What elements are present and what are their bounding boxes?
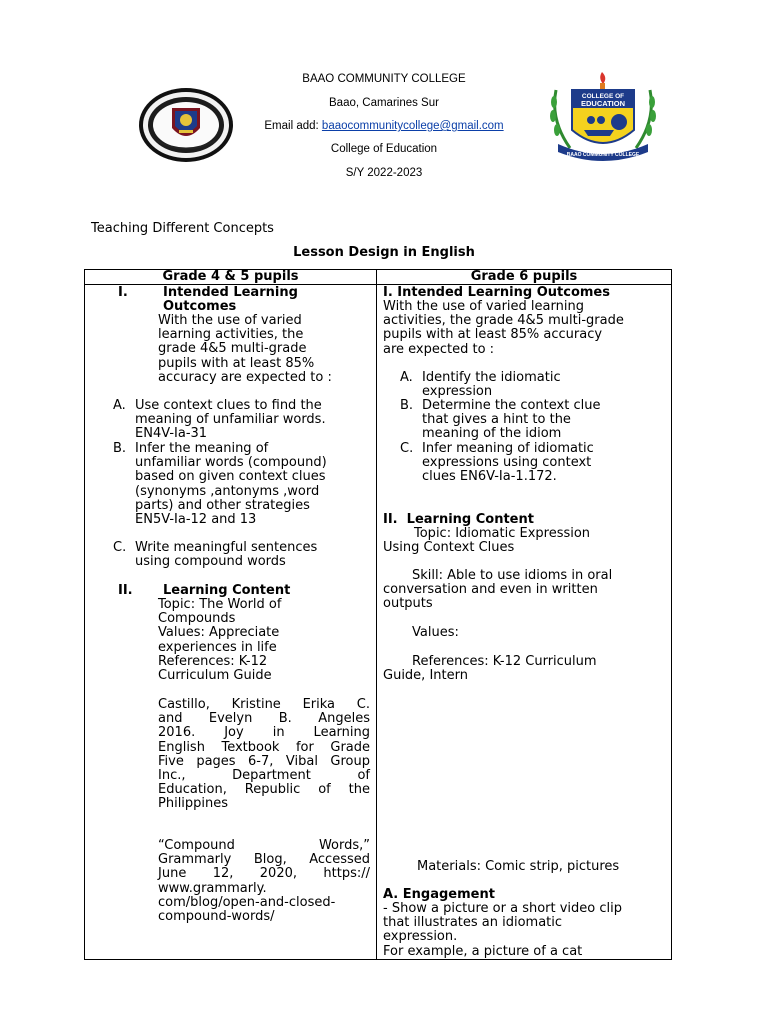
text-line: unfamiliar words (compound): [135, 455, 327, 471]
text-line: expression: [422, 384, 493, 400]
section-title: Teaching Different Concepts: [91, 221, 274, 236]
right-intro: [383, 300, 624, 357]
text-line: www.grammarly.: [158, 880, 267, 896]
text-line: that illustrates an idiomatic: [383, 915, 563, 931]
text-line: Infer meaning of idiomatic: [422, 441, 594, 456]
right-references: [383, 655, 597, 683]
text-line: Castillo, Kristine Erika C.: [158, 697, 370, 712]
objective-label: B.: [113, 441, 127, 456]
right-objective-a: [400, 371, 561, 399]
text-line: Use context clues to find the: [135, 398, 322, 413]
left-outcomes-number: I.: [118, 285, 128, 300]
text-line: are expected to :: [383, 341, 495, 357]
right-engagement: [383, 902, 622, 959]
text-line: that gives a hint to the: [422, 412, 571, 428]
left-content-lines: [158, 598, 281, 683]
text-line: With the use of varied learning: [383, 299, 584, 314]
text-line: With the use of varied: [158, 313, 302, 328]
objective-label: C.: [400, 441, 414, 456]
text-line: Skill: Able to use idioms in oral: [412, 568, 613, 583]
text-line: activities, the grade 4&5 multi-grade: [383, 313, 624, 329]
text-line: Education, Republic of the: [158, 782, 370, 798]
text-line: References: K-12 Curriculum: [412, 654, 597, 669]
left-reference-blog: [158, 839, 370, 924]
text-line: Topic: The World of: [158, 597, 282, 612]
text-line: based on given context clues: [135, 469, 326, 485]
text-line: learning activities, the: [158, 327, 304, 343]
email-line: [200, 120, 568, 132]
right-topic: [383, 527, 590, 555]
school-year: S/Y 2022-2023: [345, 167, 423, 179]
text-line: Topic: Idiomatic Expression: [414, 526, 591, 541]
text-line: For example, a picture of a cat: [383, 943, 583, 959]
text-line: Curriculum Guide: [158, 668, 272, 684]
text-line: expression.: [383, 929, 458, 945]
text-line: Grammarly Blog, Accessed: [158, 852, 370, 868]
text-line: Five pages 6-7, Vibal Group: [158, 753, 370, 769]
text-line: compound-words/: [158, 909, 275, 925]
text-line: EN4V-Ia-31: [135, 426, 208, 442]
text-line: June 12, 2020, https://: [158, 866, 370, 882]
objective-label: B.: [400, 398, 414, 413]
left-reference-book: [158, 698, 370, 812]
text-line: pupils with at least 85% accuracy: [383, 327, 603, 343]
left-outcomes-title-1: Intended Learning: [163, 285, 298, 300]
text-line: and Evelyn B. Angeles: [158, 711, 370, 727]
objective-label: C.: [113, 540, 127, 555]
text-line: parts) and other strategies: [135, 497, 310, 513]
document-title: Lesson Design in English: [293, 245, 475, 260]
text-line: pupils with at least 85%: [158, 355, 315, 371]
text-line: expressions using context: [422, 455, 592, 471]
logo-main-text: EDUCATION: [580, 99, 626, 108]
right-engagement-heading: A. Engagement: [383, 887, 495, 902]
right-content-heading: II. Learning Content: [383, 512, 534, 527]
text-line: outputs: [383, 596, 433, 612]
text-line: Guide, Intern: [383, 668, 468, 684]
right-objective-b: [400, 399, 600, 442]
college-seal-logo: [137, 86, 235, 164]
grade-6-header: Grade 6 pupils: [377, 270, 672, 285]
text-line: 2016. Joy in Learning: [158, 725, 370, 741]
right-outcomes-heading: I. Intended Learning Outcomes: [383, 285, 610, 300]
text-line: meaning of the idiom: [422, 426, 562, 442]
left-outcomes-title-2: Outcomes: [163, 299, 237, 314]
text-line: Infer the meaning of: [135, 441, 269, 456]
text-line: Inc., Department of: [158, 768, 370, 784]
table-body-row: [85, 285, 672, 960]
left-content-title: Learning Content: [163, 583, 291, 598]
text-line: Compounds: [158, 611, 236, 627]
grade-6-cell: [377, 285, 672, 960]
objective-label: A.: [113, 398, 126, 413]
left-objective-a: [113, 399, 326, 442]
department-name: College of Education: [330, 143, 438, 155]
left-objective-c: [113, 541, 317, 569]
text-line: Philippines: [158, 796, 229, 812]
text-line: accuracy are expected to :: [158, 369, 332, 385]
text-line: - Show a picture or a short video clip: [383, 901, 623, 916]
college-address: Baao, Camarines Sur: [329, 97, 439, 109]
grade-4-5-cell: [85, 285, 377, 960]
table-header-row: [85, 270, 672, 285]
grade-4-5-header: Grade 4 & 5 pupils: [85, 270, 377, 285]
text-line: Identify the idiomatic: [422, 370, 561, 385]
text-line: EN5V-Ia-12 and 13: [135, 512, 257, 528]
logo-ribbon-text: BAAO COMMUNITY COLLEGE: [566, 152, 640, 158]
right-objective-c: [400, 442, 594, 485]
left-intro: [158, 314, 332, 385]
text-line: English Textbook for Grade: [158, 739, 370, 755]
right-skill: [383, 569, 612, 612]
college-of-education-logo: [544, 70, 662, 162]
college-name: BAAO COMMUNITY COLLEGE: [302, 73, 466, 85]
email-link[interactable]: baaocommunitycollege@gmail.com: [321, 120, 504, 132]
text-line: clues EN6V-Ia-1.172.: [422, 469, 557, 485]
left-objective-b: [113, 442, 327, 527]
text-line: (synonyms ,antonyms ,word: [135, 483, 320, 499]
right-materials: Materials: Comic strip, pictures: [417, 859, 620, 874]
text-line: Using Context Clues: [383, 540, 515, 556]
left-content-number: II.: [118, 583, 133, 598]
logo-top-text: COLLEGE OF: [581, 93, 625, 100]
text-line: conversation and even in written: [383, 582, 598, 598]
text-line: experiences in life: [158, 639, 277, 655]
text-line: Values: Appreciate: [158, 625, 280, 641]
text-line: References: K-12: [158, 653, 268, 669]
text-line: Determine the context clue: [422, 398, 601, 413]
text-line: Write meaningful sentences: [135, 540, 318, 555]
text-line: com/blog/open-and-closed-: [158, 894, 336, 910]
text-line: “Compound Words,”: [158, 838, 370, 853]
right-values: Values:: [412, 625, 459, 640]
text-line: grade 4&5 multi-grade: [158, 341, 307, 357]
email-label: Email add:: [264, 120, 319, 132]
text-line: meaning of unfamiliar words.: [135, 412, 326, 428]
lesson-table: [84, 269, 672, 960]
objective-label: A.: [400, 370, 413, 385]
text-line: using compound words: [135, 554, 286, 570]
